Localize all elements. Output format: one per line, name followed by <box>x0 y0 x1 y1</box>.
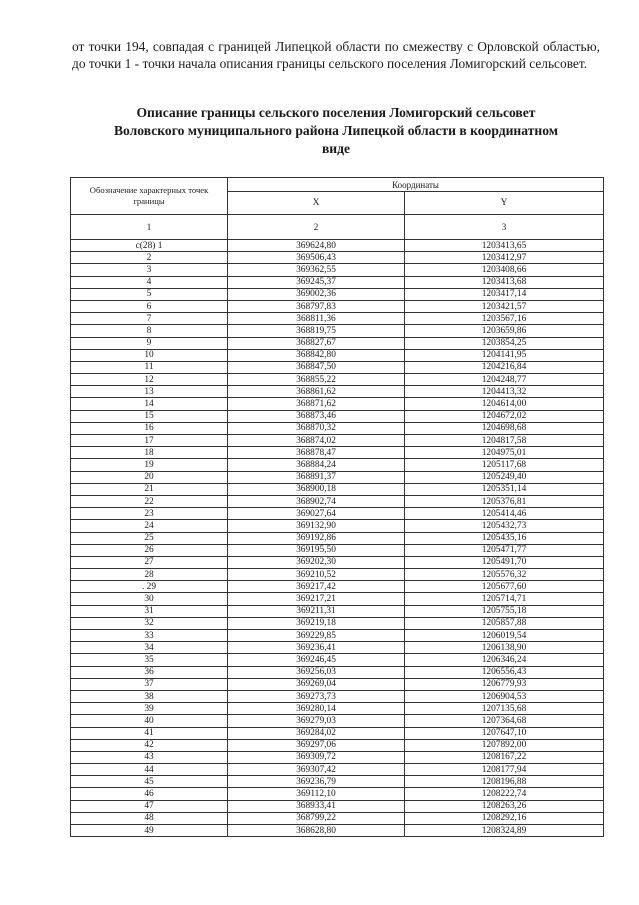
table-row <box>71 337 604 349</box>
column-number-3: 3 <box>405 215 604 240</box>
point-number-cell: 31 <box>71 605 228 617</box>
x-coordinate-cell: 368628,80 <box>228 825 405 837</box>
point-number-cell: 14 <box>71 398 228 410</box>
x-coordinate-cell: 369219,18 <box>228 617 405 629</box>
point-number-cell: 9 <box>71 337 228 349</box>
point-number-cell: 43 <box>71 751 228 763</box>
x-coordinate-cell: 369307,42 <box>228 764 405 776</box>
table-row <box>71 471 604 483</box>
table-row <box>71 776 604 788</box>
coordinates-table-body <box>71 240 604 837</box>
y-coordinate-cell: 1205755,18 <box>405 605 604 617</box>
x-coordinate-cell: 369229,85 <box>228 630 405 642</box>
y-coordinate-cell: 1206556,43 <box>405 666 604 678</box>
table-row <box>71 435 604 447</box>
x-coordinate-cell: 369273,73 <box>228 690 405 702</box>
table-row <box>71 325 604 337</box>
x-coordinate-cell: 368900,18 <box>228 483 405 495</box>
table-row <box>71 386 604 398</box>
point-number-cell: 11 <box>71 361 228 373</box>
heading-line-2: Воловского муниципального района Липецкой области в координатном <box>113 123 559 138</box>
x-coordinate-cell: 368847,50 <box>228 361 405 373</box>
table-row <box>71 252 604 264</box>
x-coordinate-cell: 369269,04 <box>228 678 405 690</box>
table-row <box>71 410 604 422</box>
y-coordinate-cell: 1206346,24 <box>405 654 604 666</box>
y-coordinate-cell: 1204672,02 <box>405 410 604 422</box>
point-number-cell: 36 <box>71 666 228 678</box>
table-row <box>71 264 604 276</box>
table-row <box>71 715 604 727</box>
point-number-cell: 15 <box>71 410 228 422</box>
table-row <box>71 812 604 824</box>
point-number-cell: 10 <box>71 349 228 361</box>
y-coordinate-cell: 1205414,46 <box>405 508 604 520</box>
column-number-1: 1 <box>71 215 228 240</box>
y-coordinate-cell: 1203413,68 <box>405 276 604 288</box>
point-number-cell: 4 <box>71 276 228 288</box>
table-row <box>71 240 604 252</box>
x-coordinate-cell: 368874,02 <box>228 435 405 447</box>
x-coordinate-cell: 369297,06 <box>228 739 405 751</box>
point-number-cell: 45 <box>71 776 228 788</box>
y-coordinate-cell: 1204614,00 <box>405 398 604 410</box>
table-row <box>71 276 604 288</box>
table-row <box>71 642 604 654</box>
point-number-cell: 35 <box>71 654 228 666</box>
point-number-cell: 26 <box>71 544 228 556</box>
point-number-cell: 41 <box>71 727 228 739</box>
heading-line-3: виде <box>321 141 351 156</box>
x-coordinate-cell: 368870,32 <box>228 422 405 434</box>
x-coordinate-cell: 368811,36 <box>228 313 405 325</box>
table-row <box>71 690 604 702</box>
x-coordinate-cell: 369236,41 <box>228 642 405 654</box>
table-row <box>71 447 604 459</box>
y-coordinate-cell: 1208324,89 <box>405 825 604 837</box>
y-coordinate-cell: 1204698,68 <box>405 422 604 434</box>
table-row <box>71 361 604 373</box>
x-coordinate-cell: 369362,55 <box>228 264 405 276</box>
x-coordinate-cell: 369624,80 <box>228 240 405 252</box>
y-coordinate-cell: 1204817,58 <box>405 435 604 447</box>
x-coordinate-cell: 369002,36 <box>228 288 405 300</box>
point-number-cell: 17 <box>71 435 228 447</box>
y-coordinate-cell: 1203567,16 <box>405 313 604 325</box>
x-coordinate-cell: 369236,79 <box>228 776 405 788</box>
point-number-cell: 12 <box>71 374 228 386</box>
point-number-cell: 21 <box>71 483 228 495</box>
table-row <box>71 825 604 837</box>
x-header: X <box>228 192 405 215</box>
intro-paragraph: от точки 194, совпадая с границей Липецкой области по смежеству с Орловской областью, до точки 1 - точки начала описания границы сельского поселения Ломигорский сельсовет. <box>72 39 600 71</box>
coordinates-table <box>70 177 604 837</box>
point-number-cell: 47 <box>71 800 228 812</box>
table-row <box>71 532 604 544</box>
document-heading <box>70 104 602 158</box>
point-number-cell: 24 <box>71 520 228 532</box>
y-coordinate-cell: 1206019,54 <box>405 630 604 642</box>
table-row <box>71 788 604 800</box>
point-number-cell: 48 <box>71 812 228 824</box>
table-row <box>71 508 604 520</box>
y-coordinate-cell: 1203659,86 <box>405 325 604 337</box>
point-number-cell: 49 <box>71 825 228 837</box>
x-coordinate-cell: 369202,30 <box>228 556 405 568</box>
x-coordinate-cell: 369027,64 <box>228 508 405 520</box>
point-number-cell: 34 <box>71 642 228 654</box>
y-coordinate-cell: 1208222,74 <box>405 788 604 800</box>
table-row <box>71 800 604 812</box>
y-coordinate-cell: 1205471,77 <box>405 544 604 556</box>
x-coordinate-cell: 369217,42 <box>228 581 405 593</box>
point-designation-header: Обозначение характерных точек границы <box>71 178 228 215</box>
y-coordinate-cell: 1207647,10 <box>405 727 604 739</box>
coordinates-header: Координаты <box>228 178 604 192</box>
x-coordinate-cell: 369132,90 <box>228 520 405 532</box>
point-number-cell: 22 <box>71 495 228 507</box>
point-number-cell: 28 <box>71 569 228 581</box>
y-coordinate-cell: 1208167,22 <box>405 751 604 763</box>
x-coordinate-cell: 368855,22 <box>228 374 405 386</box>
y-coordinate-cell: 1203854,25 <box>405 337 604 349</box>
table-row <box>71 495 604 507</box>
table-row <box>71 422 604 434</box>
point-number-cell: 8 <box>71 325 228 337</box>
y-coordinate-cell: 1208177,94 <box>405 764 604 776</box>
table-row <box>71 764 604 776</box>
y-header: Y <box>405 192 604 215</box>
y-coordinate-cell: 1203413,65 <box>405 240 604 252</box>
table-row <box>71 593 604 605</box>
y-coordinate-cell: 1205576,32 <box>405 569 604 581</box>
table-row <box>71 398 604 410</box>
point-number-cell: 37 <box>71 678 228 690</box>
point-number-cell: 42 <box>71 739 228 751</box>
x-coordinate-cell: 369211,31 <box>228 605 405 617</box>
y-coordinate-cell: 1205857,88 <box>405 617 604 629</box>
point-number-cell: c(28) 1 <box>71 240 228 252</box>
table-row <box>71 617 604 629</box>
table-row <box>71 520 604 532</box>
point-number-cell: . 29 <box>71 581 228 593</box>
y-coordinate-cell: 1208292,16 <box>405 812 604 824</box>
x-coordinate-cell: 369195,50 <box>228 544 405 556</box>
table-row <box>71 751 604 763</box>
table-row <box>71 374 604 386</box>
point-number-cell: 5 <box>71 288 228 300</box>
table-row <box>71 459 604 471</box>
table-row <box>71 739 604 751</box>
column-number-2: 2 <box>228 215 405 240</box>
point-number-cell: 23 <box>71 508 228 520</box>
y-coordinate-cell: 1208263,26 <box>405 800 604 812</box>
y-coordinate-cell: 1207892,00 <box>405 739 604 751</box>
point-number-cell: 39 <box>71 703 228 715</box>
table-row <box>71 300 604 312</box>
point-number-cell: 44 <box>71 764 228 776</box>
point-number-cell: 3 <box>71 264 228 276</box>
x-coordinate-cell: 369192,86 <box>228 532 405 544</box>
table-row <box>71 483 604 495</box>
y-coordinate-cell: 1206138,90 <box>405 642 604 654</box>
y-coordinate-cell: 1205435,16 <box>405 532 604 544</box>
y-coordinate-cell: 1205351,14 <box>405 483 604 495</box>
x-coordinate-cell: 368799,22 <box>228 812 405 824</box>
point-number-cell: 38 <box>71 690 228 702</box>
y-coordinate-cell: 1205432,73 <box>405 520 604 532</box>
table-row <box>71 666 604 678</box>
x-coordinate-cell: 368902,74 <box>228 495 405 507</box>
y-coordinate-cell: 1204248,77 <box>405 374 604 386</box>
x-coordinate-cell: 368878,47 <box>228 447 405 459</box>
point-number-cell: 18 <box>71 447 228 459</box>
x-coordinate-cell: 368873,46 <box>228 410 405 422</box>
point-number-cell: 19 <box>71 459 228 471</box>
coordinates-table-header <box>71 178 604 240</box>
point-number-cell: 32 <box>71 617 228 629</box>
table-row <box>71 569 604 581</box>
x-coordinate-cell: 368827,67 <box>228 337 405 349</box>
y-coordinate-cell: 1205117,68 <box>405 459 604 471</box>
y-coordinate-cell: 1207135,68 <box>405 703 604 715</box>
x-coordinate-cell: 369245,37 <box>228 276 405 288</box>
x-coordinate-cell: 369112,10 <box>228 788 405 800</box>
table-row <box>71 556 604 568</box>
y-coordinate-cell: 1203421,57 <box>405 300 604 312</box>
y-coordinate-cell: 1204413,32 <box>405 386 604 398</box>
table-row <box>71 544 604 556</box>
y-coordinate-cell: 1203417,14 <box>405 288 604 300</box>
point-number-cell: 13 <box>71 386 228 398</box>
x-coordinate-cell: 369309,72 <box>228 751 405 763</box>
point-number-cell: 46 <box>71 788 228 800</box>
y-coordinate-cell: 1205376,81 <box>405 495 604 507</box>
point-number-cell: 20 <box>71 471 228 483</box>
x-coordinate-cell: 369246,45 <box>228 654 405 666</box>
x-coordinate-cell: 368819,75 <box>228 325 405 337</box>
point-number-cell: 16 <box>71 422 228 434</box>
table-row <box>71 349 604 361</box>
y-coordinate-cell: 1205491,70 <box>405 556 604 568</box>
x-coordinate-cell: 368842,80 <box>228 349 405 361</box>
table-row <box>71 581 604 593</box>
point-number-cell: 6 <box>71 300 228 312</box>
x-coordinate-cell: 368797,83 <box>228 300 405 312</box>
point-number-cell: 27 <box>71 556 228 568</box>
y-coordinate-cell: 1208196,88 <box>405 776 604 788</box>
x-coordinate-cell: 368933,41 <box>228 800 405 812</box>
point-number-cell: 7 <box>71 313 228 325</box>
point-number-cell: 2 <box>71 252 228 264</box>
y-coordinate-cell: 1207364,68 <box>405 715 604 727</box>
y-coordinate-cell: 1205249,40 <box>405 471 604 483</box>
table-row <box>71 605 604 617</box>
x-coordinate-cell: 368861,62 <box>228 386 405 398</box>
y-coordinate-cell: 1203408,66 <box>405 264 604 276</box>
y-coordinate-cell: 1206904,53 <box>405 690 604 702</box>
table-row <box>71 288 604 300</box>
x-coordinate-cell: 368884,24 <box>228 459 405 471</box>
table-row <box>71 678 604 690</box>
point-number-cell: 40 <box>71 715 228 727</box>
x-coordinate-cell: 369210,52 <box>228 569 405 581</box>
y-coordinate-cell: 1203412,97 <box>405 252 604 264</box>
table-row <box>71 630 604 642</box>
table-row <box>71 654 604 666</box>
point-number-cell: 30 <box>71 593 228 605</box>
table-row <box>71 727 604 739</box>
table-row <box>71 703 604 715</box>
x-coordinate-cell: 368871,62 <box>228 398 405 410</box>
heading-line-1: Описание границы сельского поселения Ломигорский сельсовет <box>136 105 536 120</box>
y-coordinate-cell: 1204141,95 <box>405 349 604 361</box>
x-coordinate-cell: 369506,43 <box>228 252 405 264</box>
x-coordinate-cell: 369284,02 <box>228 727 405 739</box>
x-coordinate-cell: 369279,03 <box>228 715 405 727</box>
y-coordinate-cell: 1204975,01 <box>405 447 604 459</box>
point-number-cell: 25 <box>71 532 228 544</box>
y-coordinate-cell: 1206779,93 <box>405 678 604 690</box>
point-number-cell: 33 <box>71 630 228 642</box>
y-coordinate-cell: 1205714,71 <box>405 593 604 605</box>
x-coordinate-cell: 369256,03 <box>228 666 405 678</box>
x-coordinate-cell: 368891,37 <box>228 471 405 483</box>
y-coordinate-cell: 1204216,84 <box>405 361 604 373</box>
x-coordinate-cell: 369280,14 <box>228 703 405 715</box>
table-row <box>71 313 604 325</box>
y-coordinate-cell: 1205677,60 <box>405 581 604 593</box>
x-coordinate-cell: 369217,21 <box>228 593 405 605</box>
